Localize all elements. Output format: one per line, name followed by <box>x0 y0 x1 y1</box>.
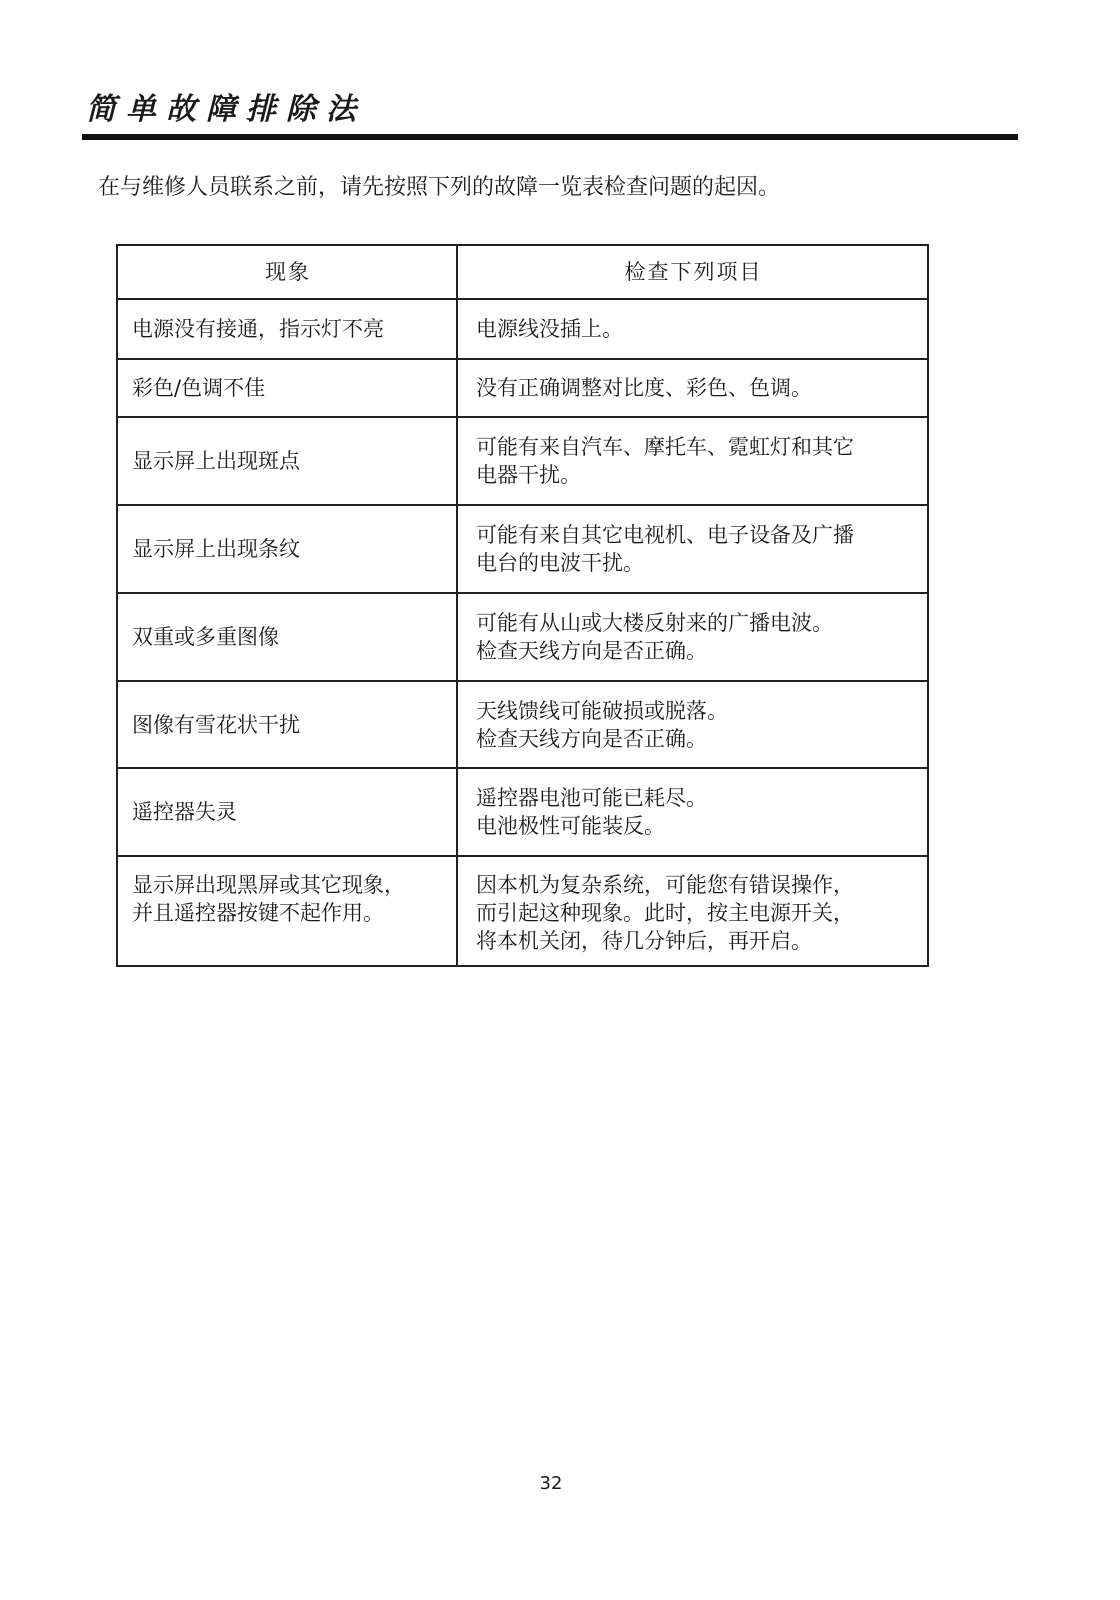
table-row <box>117 299 928 359</box>
page-title: 简单故障排除法 <box>86 92 366 127</box>
troubleshooting-table <box>116 244 929 967</box>
table-row <box>117 593 928 681</box>
header-symptom: 现象 <box>117 245 457 299</box>
symptom-cell: 显示屏上出现条纹 <box>117 505 457 593</box>
table-header-row <box>117 245 928 299</box>
check-cell: 遥控器电池可能已耗尽。 电池极性可能装反。 <box>457 768 928 856</box>
symptom-cell: 显示屏出现黑屏或其它现象， 并且遥控器按键不起作用。 <box>117 856 457 966</box>
check-cell: 可能有从山或大楼反射来的广播电波。 检查天线方向是否正确。 <box>457 593 928 681</box>
table-row <box>117 505 928 593</box>
header-check: 检查下列项目 <box>457 245 928 299</box>
table-row <box>117 681 928 768</box>
table-row <box>117 417 928 505</box>
page-number: 32 <box>539 1473 563 1494</box>
intro-text: 在与维修人员联系之前，请先按照下列的故障一览表检查问题的起因。 <box>98 175 781 200</box>
symptom-cell: 图像有雪花状干扰 <box>117 681 457 768</box>
symptom-cell: 遥控器失灵 <box>117 768 457 856</box>
symptom-cell: 双重或多重图像 <box>117 593 457 681</box>
check-cell: 可能有来自汽车、摩托车、霓虹灯和其它 电器干扰。 <box>457 417 928 505</box>
check-cell: 因本机为复杂系统，可能您有错误操作， 而引起这种现象。此时，按主电源开关， 将本机关闭，待几分钟后，再开启。 <box>457 856 928 966</box>
title-rule <box>82 134 1018 140</box>
table-row <box>117 359 928 417</box>
check-cell: 天线馈线可能破损或脱落。 检查天线方向是否正确。 <box>457 681 928 768</box>
table-row <box>117 768 928 856</box>
table-row <box>117 856 928 966</box>
symptom-cell: 电源没有接通，指示灯不亮 <box>117 299 457 359</box>
symptom-cell: 显示屏上出现斑点 <box>117 417 457 505</box>
check-cell: 电源线没插上。 <box>457 299 928 359</box>
symptom-cell: 彩色/色调不佳 <box>117 359 457 417</box>
check-cell: 可能有来自其它电视机、电子设备及广播 电台的电波干扰。 <box>457 505 928 593</box>
check-cell: 没有正确调整对比度、彩色、色调。 <box>457 359 928 417</box>
